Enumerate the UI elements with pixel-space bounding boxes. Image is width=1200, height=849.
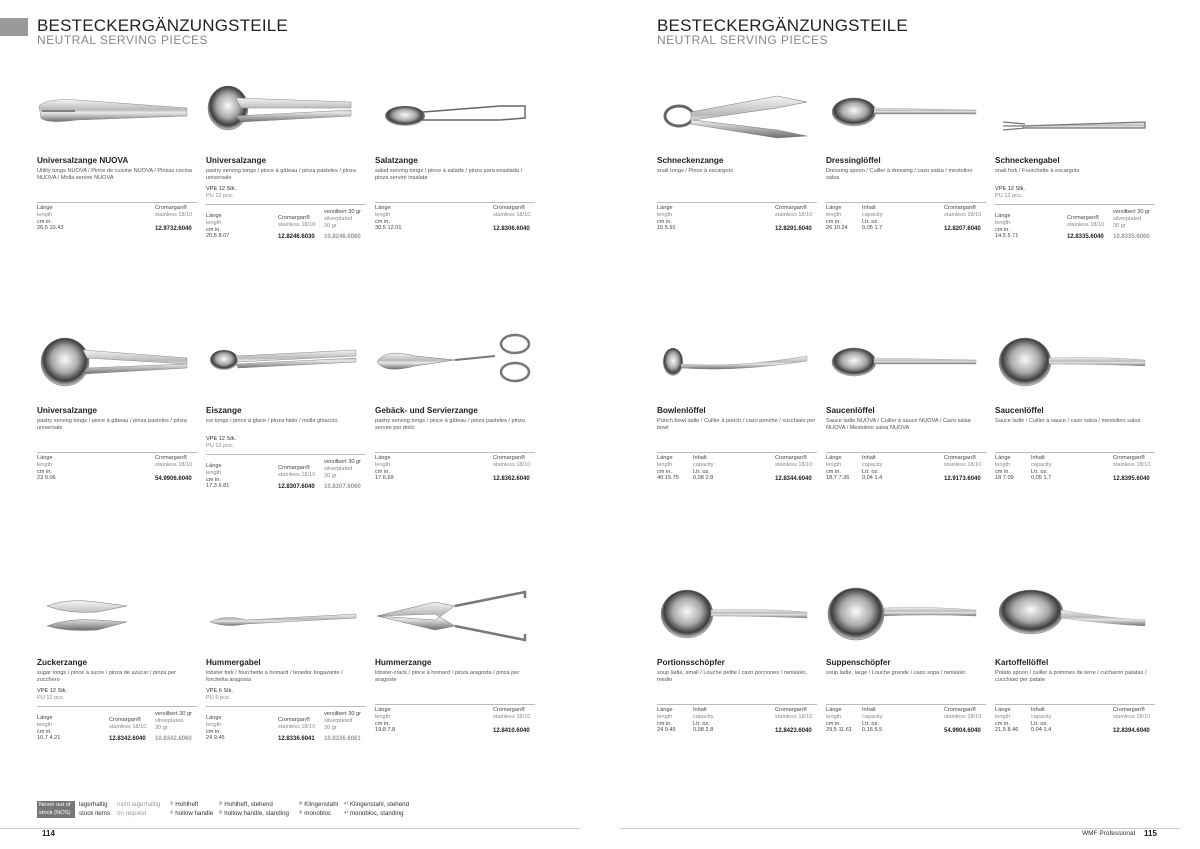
size-value: 23 9.06 [37, 475, 56, 482]
product-name: Suppenschöpfer [826, 658, 891, 667]
size-value: 24 9.45 [206, 735, 225, 742]
size-value: 10,7 4.21 [37, 735, 61, 742]
product-image [657, 328, 817, 398]
spec-divider [375, 452, 535, 453]
product-pu: PU 6 pcs. [206, 695, 231, 701]
spec-block: Länge length cm in. 20,5 8.07 Cromargan® stainless 18/10 versilbert 30 gr silverplated 30 gr [206, 209, 361, 240]
product-card [375, 580, 535, 734]
spec-divider [995, 204, 1155, 205]
spec-block: Länge length cm in. 30,5 12.01 Cromargan® stainless 18/10 [375, 205, 531, 232]
capacity-value: 0,08 2.8 [693, 475, 714, 482]
cutlery-image [206, 580, 366, 650]
spec-block: Länge length cm in. 24 9.45 Cromargan® stainless 18/10 versilbert 30 gr silverplated 30 gr [206, 711, 361, 742]
legend-stock-en: stock items [79, 810, 110, 817]
legend-note-4: ⁴⁾ Klingenstahl, stehend [344, 801, 410, 808]
size-value: 19,8 7.8 [375, 727, 396, 734]
article-number: 12.8394.6040 [1113, 728, 1150, 734]
size-value: 30,5 12.01 [375, 225, 402, 232]
article-number: 12.8423.6040 [775, 728, 812, 734]
product-vpe: VPE 12 Stk. [37, 688, 68, 694]
cutlery-image [37, 78, 197, 148]
product-card [37, 78, 197, 232]
spec-block: Länge length cm in. 24 9.45 Inhalt capacity Ltr. oz. 0,08 2.8 Cromargan® stainless 18/10 [657, 707, 813, 734]
article-number: 12.8395.6040 [1113, 476, 1150, 482]
cutlery-image [657, 328, 817, 398]
product-card [37, 580, 197, 742]
product-name: Saucenlöffel [826, 406, 875, 415]
product-image [995, 328, 1155, 398]
product-card [206, 580, 366, 742]
product-image [657, 580, 817, 650]
product-image [37, 580, 197, 650]
product-description: lobster-crack / pince à homard / pinza aragosta / pinza per aragoste [375, 670, 520, 683]
size-value: 26 10.24 [826, 225, 848, 232]
product-name: Hummerzange [375, 658, 432, 667]
product-card [826, 328, 986, 482]
page-number-left: 114 [42, 829, 55, 838]
product-description: lobster fork / fourchette à homard / tenedor bogavante / forchetta aragosta [206, 670, 343, 683]
spec-block: Länge length cm in. 18 7.09 Inhalt capacity Ltr. oz. 0,05 1.7 Cromargan® stainless 18/10 [995, 455, 1151, 482]
product-card [995, 580, 1155, 734]
article-number: 12.9732.6040 [155, 226, 192, 232]
cutlery-image [37, 580, 197, 650]
product-name: Saucenlöffel [995, 406, 1044, 415]
product-vpe: VPE 6 Stk. [206, 688, 234, 694]
product-description: pastry serving tongs / pince à gâteau / pinza pasteles / pinza universale [206, 168, 356, 181]
cutlery-image [657, 580, 817, 650]
article-number-silver: 10.8307.6060 [324, 484, 361, 490]
product-image [375, 78, 535, 148]
product-card [826, 78, 986, 232]
article-number: 12.8246.6030 [278, 234, 315, 240]
spec-divider [657, 452, 817, 453]
article-number-silver: 10.8336.6061 [324, 736, 361, 742]
capacity-value: 0,08 2.8 [693, 727, 714, 734]
spec-block: Länge length cm in. 18,7 7.36 Inhalt capacity Ltr. oz. 0,04 1.4 Cromargan® stainless 18/10 [826, 455, 982, 482]
spec-divider [37, 706, 197, 707]
product-name: Zuckerzange [37, 658, 88, 667]
legend-note-2-en: ²⁾ hollow handle, standing [219, 810, 289, 817]
spec-block: Länge length cm in. 14,5 5.71 Cromargan® stainless 18/10 versilbert 30 gr silverplated 30 gr [995, 209, 1150, 240]
product-image [657, 78, 817, 148]
article-number-silver: 10.8246.6060 [324, 234, 361, 240]
article-number: 12.8291.6040 [775, 226, 812, 232]
product-card [375, 328, 535, 482]
spec-block: Länge length cm in. 19,8 7.8 Cromargan® stainless 18/10 [375, 707, 531, 734]
article-number: 12.9173.6040 [944, 476, 981, 482]
product-description: ice tongs / pince à glace / pinza hielo / molla ghiaccio [206, 418, 338, 424]
product-description: Sauce ladle NUOVA / Cuiller à sauce NUOVA / Cazo salsa NUOVA / Mestolino salsa NUOVA [826, 418, 971, 431]
legend-nonstock: nicht lagerhaltig [117, 801, 161, 808]
product-image [995, 580, 1155, 650]
spec-block: Länge length cm in. 15 5.91 Cromargan® stainless 18/10 [657, 205, 813, 232]
right-page-subtitle: NEUTRAL SERVING PIECES [657, 33, 829, 47]
spec-divider [826, 202, 986, 203]
left-page-title: BESTECKERGÄNZUNGSTEILE [37, 16, 288, 35]
product-name: Salatzange [375, 156, 418, 165]
size-value: 40 15.75 [657, 475, 679, 482]
cutlery-image [206, 78, 366, 148]
product-pu: PU 12 pcs. [206, 443, 234, 449]
spec-divider [206, 454, 366, 455]
product-pu: PU 12 pcs. [995, 193, 1023, 199]
product-description: Sauce ladle / Cuiller à sauce / cazo salsa / mestolino salsa [995, 418, 1141, 424]
capacity-value: 0,04 1.4 [862, 475, 883, 482]
spec-divider [826, 704, 986, 705]
product-description: pastry serving tongs / pince à gâteau / pinza pasteles / pinza universale [37, 418, 187, 431]
spec-divider [826, 452, 986, 453]
product-name: Universalzange NUOVA [37, 156, 129, 165]
product-pu: PU 12 pcs. [206, 193, 234, 199]
article-number: 54.9904.6040 [944, 728, 981, 734]
product-description: Dressing spoon / Cuiller à dressing / cazo salsa / mestolino salsa [826, 168, 973, 181]
spec-divider [37, 202, 197, 203]
product-description: snail tongs / Pince à escargots [657, 168, 733, 174]
article-number: 12.8342.6040 [109, 736, 146, 742]
spec-divider [657, 202, 817, 203]
size-value: 20,5 8.07 [206, 233, 230, 240]
spec-block: Länge length cm in. 29,5 11.61 Inhalt capacity Ltr. oz. 0,16 5.5 Cromargan® stainless 18/10 [826, 707, 982, 734]
article-number: 12.8410.6040 [493, 728, 530, 734]
cutlery-image [206, 328, 366, 398]
capacity-value: 0,05 1.7 [862, 225, 883, 232]
product-card [826, 580, 986, 734]
product-name: Hummergabel [206, 658, 261, 667]
legend-note-3-en: ³⁾ monobloc [299, 810, 332, 817]
product-name: Schneckenzange [657, 156, 724, 165]
product-card [657, 78, 817, 232]
footer-rule-left [0, 828, 580, 829]
product-name: Dressinglöffel [826, 156, 881, 165]
product-description: Utility tongs NUOVA / Pince de cuisine NUOVA / Pinzas cocina NUOVA / Molla servire NUOVA [37, 168, 192, 181]
product-image [206, 78, 366, 148]
legend-stock: lagerhaltig [79, 801, 108, 808]
product-image [37, 78, 197, 148]
legend-note-4-en: ⁴⁾ monobloc, standing [344, 810, 404, 817]
article-number: 12.8362.6040 [493, 476, 530, 482]
product-description: salad serving tongs / pince à salade / pinza para ensalada / pinza servire insalata [375, 168, 523, 181]
product-image [375, 580, 535, 650]
product-image [995, 78, 1155, 148]
cutlery-image [826, 580, 986, 650]
cutlery-image [826, 78, 986, 148]
page-tab-marker [0, 18, 28, 36]
brand-label: WMF Professional [1082, 830, 1136, 837]
legend-note-3: ³⁾ Klingenstahl [299, 801, 339, 808]
product-description: soup ladle, small / Louche petite / cazo porciones / ramaiolo, medio [657, 670, 807, 683]
capacity-value: 0,04 1.4 [1031, 727, 1052, 734]
spec-block: Länge length cm in. 26 10.24 Inhalt capacity Ltr. oz. 0,05 1.7 Cromargan® stainless 18/10 [826, 205, 982, 232]
product-description: pastry serving tongs / pince à gâteau / pinza pasteles / pinza servire per dolci [375, 418, 525, 431]
product-vpe: VPE 12 Stk. [995, 186, 1026, 192]
article-number: 12.8336.6041 [278, 736, 315, 742]
size-value: 15 5.91 [657, 225, 676, 232]
product-description: Potato spoon / cuiller à pommes de terre / cucharon patatas / cucchiaio per patate [995, 670, 1147, 683]
article-number-silver: 10.8335.6060 [1113, 234, 1150, 240]
product-image [206, 328, 366, 398]
spec-block: Länge length cm in. 10,7 4.21 Cromargan® stainless 18/10 versilbert 30 gr silverplated 30 gr [37, 711, 192, 742]
cutlery-image [37, 328, 197, 398]
product-name: Schneckengabel [995, 156, 1060, 165]
nos-badge: Never out of stock (NOS) [37, 801, 75, 818]
product-description: soup ladle, large / Louche grande / cazo sopa / ramaiolo [826, 670, 966, 676]
footer-rule-right [620, 828, 1180, 829]
product-name: Bowlenlöffel [657, 406, 706, 415]
spec-divider [206, 706, 366, 707]
product-card [995, 78, 1155, 240]
cutlery-image [995, 328, 1155, 398]
product-card [206, 328, 366, 490]
product-card [657, 580, 817, 734]
spec-divider [375, 202, 535, 203]
size-value: 14,5 5.71 [995, 233, 1019, 240]
legend-note-2: ²⁾ Hohlheft, stehend [219, 801, 273, 808]
product-vpe: VPE 12 Stk. [206, 186, 237, 192]
article-number: 54.9906.6040 [155, 476, 192, 482]
spec-divider [995, 452, 1155, 453]
article-number-silver: 10.8342.6060 [155, 736, 192, 742]
cutlery-image [375, 580, 535, 650]
product-pu: PU 12 pcs. [37, 695, 65, 701]
product-image [826, 328, 986, 398]
legend-note-1-en: ¹⁾ hollow handle [170, 810, 214, 817]
spec-block: Länge length cm in. 23 9.06 Cromargan® stainless 18/10 [37, 455, 193, 482]
legend-note-1: ¹⁾ Hohlheft [170, 801, 199, 808]
product-image [375, 328, 535, 398]
product-description: snail fork / Fourchette à escargots [995, 168, 1080, 174]
product-name: Kartoffellöffel [995, 658, 1049, 667]
article-number: 12.8306.6040 [493, 226, 530, 232]
product-description: sugar tongs / pince à sucre / pinza de azúcar / pinza per zucchero [37, 670, 176, 683]
spec-block: Länge length cm in. 40 15.75 Inhalt capacity Ltr. oz. 0,08 2.8 Cromargan® stainless 18/10 [657, 455, 813, 482]
article-number: 12.8307.6040 [278, 484, 315, 490]
size-value: 18 7.09 [995, 475, 1014, 482]
cutlery-image [995, 580, 1155, 650]
article-number: 12.8207.6040 [944, 226, 981, 232]
spec-block: Länge length cm in. 21,5 8.46 Inhalt capacity Ltr. oz. 0,04 1.4 Cromargan® stainless 18/10 [995, 707, 1151, 734]
capacity-value: 0,05 1.7 [1031, 475, 1052, 482]
capacity-value: 0,16 5.5 [862, 727, 883, 734]
spec-divider [995, 704, 1155, 705]
product-card [657, 328, 817, 482]
product-name: Universalzange [206, 156, 267, 165]
product-name: Universalzange [37, 406, 98, 415]
spec-divider [657, 704, 817, 705]
size-value: 26,5 10.43 [37, 225, 64, 232]
product-card [375, 78, 535, 232]
product-image [37, 328, 197, 398]
spec-block: Länge length cm in. 17,3 6.81 Cromargan® stainless 18/10 versilbert 30 gr silverplated 30 gr [206, 459, 361, 490]
product-image [826, 580, 986, 650]
size-value: 17 6.69 [375, 475, 394, 482]
spec-divider [37, 452, 197, 453]
product-name: Gebäck- und Servierzange [375, 406, 478, 415]
cutlery-image [375, 328, 535, 398]
cutlery-image [826, 328, 986, 398]
size-value: 24 9.45 [657, 727, 676, 734]
article-number: 12.8344.6040 [775, 476, 812, 482]
spec-block: Länge length cm in. 17 6.69 Cromargan® stainless 18/10 [375, 455, 531, 482]
product-name: Portionsschöpfer [657, 658, 725, 667]
page-number-right: 115 [1144, 829, 1157, 838]
cutlery-image [657, 78, 817, 148]
product-name: Eiszange [206, 406, 242, 415]
legend-nonstock-en: on request [117, 810, 147, 817]
size-value: 29,5 11.61 [826, 727, 853, 734]
spec-divider [206, 204, 366, 205]
product-vpe: VPE 12 Stk. [206, 436, 237, 442]
article-number: 12.8335.6040 [1067, 234, 1104, 240]
product-card [37, 328, 197, 482]
product-description: Punch bowl ladle / Cuiller à punch / cazo ponche / cucchiaio per bowl [657, 418, 816, 431]
cutlery-image [375, 78, 535, 148]
product-card [206, 78, 366, 240]
size-value: 18,7 7.36 [826, 475, 850, 482]
left-page-subtitle: NEUTRAL SERVING PIECES [37, 33, 209, 47]
product-card [995, 328, 1155, 482]
size-value: 21,5 8.46 [995, 727, 1019, 734]
product-image [826, 78, 986, 148]
right-page-title: BESTECKERGÄNZUNGSTEILE [657, 16, 908, 35]
spec-block: Länge length cm in. 26,5 10.43 Cromargan® stainless 18/10 [37, 205, 193, 232]
cutlery-image [995, 78, 1155, 148]
product-image [206, 580, 366, 650]
spec-divider [375, 704, 535, 705]
size-value: 17,3 6.81 [206, 483, 230, 490]
